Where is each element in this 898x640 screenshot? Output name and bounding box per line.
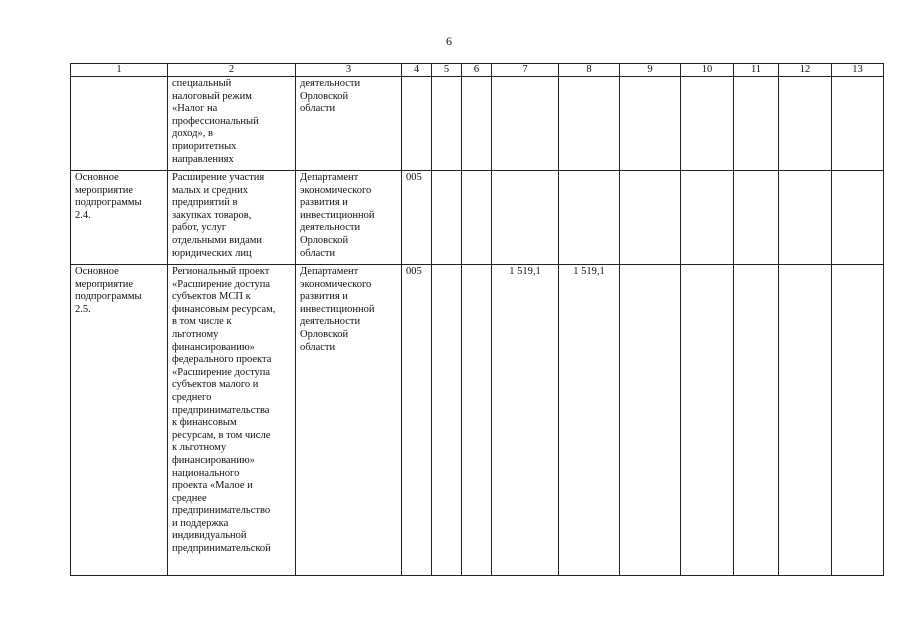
cell-executor: Департамент экономического развития и инвестиционной деятельности Орловской области [296, 265, 402, 576]
cell-value [832, 265, 884, 576]
cell-value [681, 171, 734, 265]
column-header: 11 [734, 64, 779, 77]
cell-code: 005 [402, 171, 432, 265]
cell-executor: деятельности Орловской области [296, 77, 402, 171]
column-header: 3 [296, 64, 402, 77]
column-header: 6 [462, 64, 492, 77]
cell-value: 1 519,1 [492, 265, 559, 576]
cell-value [734, 77, 779, 171]
column-header: 7 [492, 64, 559, 77]
cell-measure: Региональный проект «Расширение доступа субъектов МСП к финансовым ресурсам, в том числе к льготному финансированию» федерального проекта «Расширение доступа субъектов малого и среднего предпринимательства к финансовым ресурсам, в том числе к льготному финансированию» национального проекта «Малое и среднее предпринимательство и поддержка индивидуальной предпринимательской [168, 265, 296, 576]
cell-value [462, 171, 492, 265]
cell-measure: Расширение участия малых и средних предприятий в закупках товаров, работ, услуг отдельными видами юридических лиц [168, 171, 296, 265]
cell-value [462, 77, 492, 171]
column-header: 12 [779, 64, 832, 77]
column-numbers-row [71, 64, 884, 77]
cell-value [832, 77, 884, 171]
cell-value [432, 265, 462, 576]
cell-value [832, 171, 884, 265]
cell-value [620, 77, 681, 171]
column-header: 9 [620, 64, 681, 77]
cell-value [432, 171, 462, 265]
cell-value [620, 171, 681, 265]
cell-value [559, 171, 620, 265]
cell-code: 005 [402, 265, 432, 576]
cell-value [681, 265, 734, 576]
cell-value [734, 265, 779, 576]
cell-value [492, 171, 559, 265]
column-header: 4 [402, 64, 432, 77]
cell-value [559, 77, 620, 171]
column-header: 2 [168, 64, 296, 77]
cell-value [779, 77, 832, 171]
cell-value [620, 265, 681, 576]
table-row [71, 77, 884, 171]
column-header: 13 [832, 64, 884, 77]
table-row [71, 265, 884, 576]
cell-value [462, 265, 492, 576]
cell-value: 1 519,1 [559, 265, 620, 576]
cell-status: Основное мероприятие подпрограммы 2.5. [71, 265, 168, 576]
column-header: 1 [71, 64, 168, 77]
cell-measure: специальный налоговый режим «Налог на профессиональный доход», в приоритетных направлениях [168, 77, 296, 171]
cell-value [779, 171, 832, 265]
cell-value [681, 77, 734, 171]
budget-table [70, 63, 884, 576]
cell-value [779, 265, 832, 576]
column-header: 5 [432, 64, 462, 77]
cell-status [71, 77, 168, 171]
cell-code [402, 77, 432, 171]
table-row [71, 171, 884, 265]
column-header: 10 [681, 64, 734, 77]
page-number: 6 [446, 34, 452, 48]
cell-value [432, 77, 462, 171]
cell-executor: Департамент экономического развития и инвестиционной деятельности Орловской области [296, 171, 402, 265]
cell-value [734, 171, 779, 265]
cell-value [492, 77, 559, 171]
cell-status: Основное мероприятие подпрограммы 2.4. [71, 171, 168, 265]
column-header: 8 [559, 64, 620, 77]
